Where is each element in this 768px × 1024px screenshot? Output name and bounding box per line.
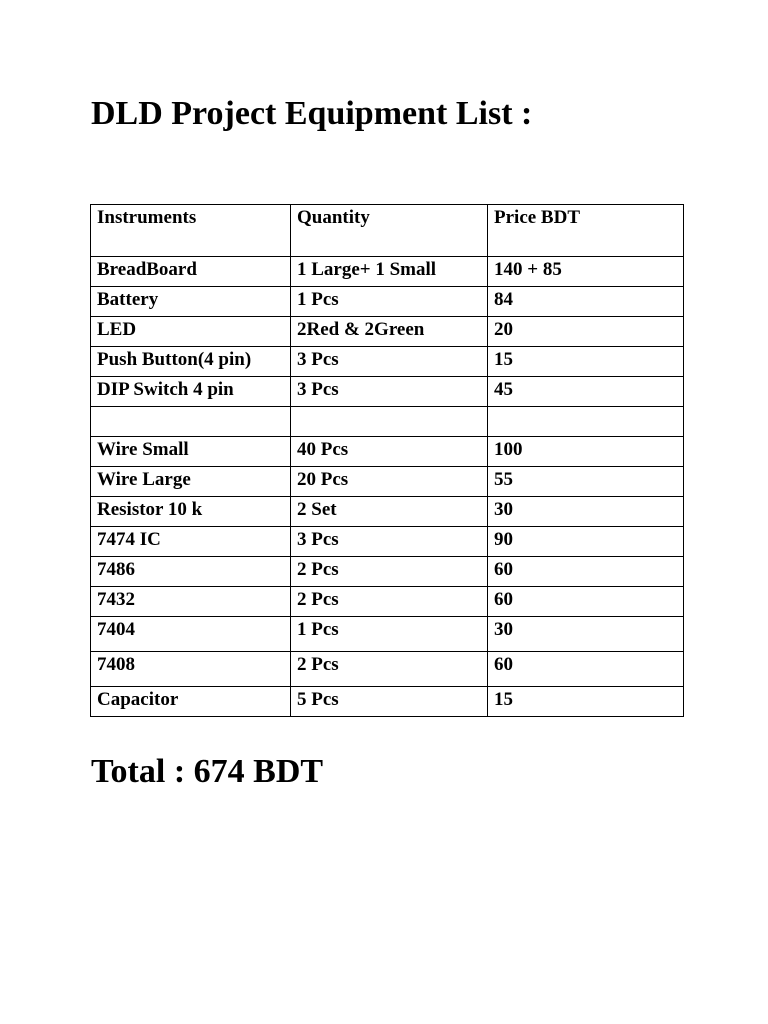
cell-instrument: 7408 bbox=[91, 652, 291, 687]
cell-instrument: 7404 bbox=[91, 617, 291, 652]
cell-instrument: Resistor 10 k bbox=[91, 497, 291, 527]
cell-price: 15 bbox=[488, 687, 684, 717]
table-row bbox=[91, 317, 684, 347]
cell-quantity: 5 Pcs bbox=[291, 687, 488, 717]
cell-quantity: 3 Pcs bbox=[291, 347, 488, 377]
table-row bbox=[91, 287, 684, 317]
cell-instrument: Capacitor bbox=[91, 687, 291, 717]
cell-quantity bbox=[291, 407, 488, 437]
cell-instrument: DIP Switch 4 pin bbox=[91, 377, 291, 407]
header-price: Price BDT bbox=[488, 205, 684, 257]
cell-price: 60 bbox=[488, 557, 684, 587]
cell-quantity: 20 Pcs bbox=[291, 467, 488, 497]
table-row bbox=[91, 527, 684, 557]
cell-quantity: 1 Pcs bbox=[291, 617, 488, 652]
cell-quantity: 2 Pcs bbox=[291, 557, 488, 587]
cell-instrument: 7486 bbox=[91, 557, 291, 587]
cell-instrument: 7432 bbox=[91, 587, 291, 617]
table-row bbox=[91, 347, 684, 377]
table-header-row bbox=[91, 205, 684, 257]
header-instruments: Instruments bbox=[91, 205, 291, 257]
cell-price: 45 bbox=[488, 377, 684, 407]
cell-instrument: Battery bbox=[91, 287, 291, 317]
cell-quantity: 1 Large+ 1 Small bbox=[291, 257, 488, 287]
table-row bbox=[91, 467, 684, 497]
cell-price: 20 bbox=[488, 317, 684, 347]
cell-price: 60 bbox=[488, 587, 684, 617]
cell-price: 100 bbox=[488, 437, 684, 467]
cell-price bbox=[488, 407, 684, 437]
cell-instrument bbox=[91, 407, 291, 437]
cell-quantity: 3 Pcs bbox=[291, 377, 488, 407]
cell-quantity: 2Red & 2Green bbox=[291, 317, 488, 347]
cell-price: 55 bbox=[488, 467, 684, 497]
cell-instrument: LED bbox=[91, 317, 291, 347]
cell-instrument: 7474 IC bbox=[91, 527, 291, 557]
equipment-table bbox=[90, 204, 684, 717]
cell-price: 60 bbox=[488, 652, 684, 687]
header-quantity: Quantity bbox=[291, 205, 488, 257]
cell-price: 84 bbox=[488, 287, 684, 317]
cell-price: 15 bbox=[488, 347, 684, 377]
table-row bbox=[91, 497, 684, 527]
cell-quantity: 40 Pcs bbox=[291, 437, 488, 467]
cell-quantity: 2 Pcs bbox=[291, 587, 488, 617]
total-amount: Total : 674 BDT bbox=[91, 753, 324, 790]
table-row bbox=[91, 377, 684, 407]
cell-quantity: 2 Set bbox=[291, 497, 488, 527]
cell-quantity: 2 Pcs bbox=[291, 652, 488, 687]
cell-instrument: Wire Small bbox=[91, 437, 291, 467]
table-row bbox=[91, 587, 684, 617]
table-row bbox=[91, 257, 684, 287]
table-row bbox=[91, 557, 684, 587]
cell-instrument: Wire Large bbox=[91, 467, 291, 497]
cell-instrument: BreadBoard bbox=[91, 257, 291, 287]
cell-price: 90 bbox=[488, 527, 684, 557]
table-row bbox=[91, 617, 684, 652]
page-title: DLD Project Equipment List : bbox=[91, 95, 533, 132]
table-row-empty bbox=[91, 407, 684, 437]
table-row bbox=[91, 437, 684, 467]
cell-instrument: Push Button(4 pin) bbox=[91, 347, 291, 377]
cell-price: 30 bbox=[488, 497, 684, 527]
cell-quantity: 3 Pcs bbox=[291, 527, 488, 557]
cell-price: 30 bbox=[488, 617, 684, 652]
table-row bbox=[91, 687, 684, 717]
cell-quantity: 1 Pcs bbox=[291, 287, 488, 317]
cell-price: 140 + 85 bbox=[488, 257, 684, 287]
table-row bbox=[91, 652, 684, 687]
